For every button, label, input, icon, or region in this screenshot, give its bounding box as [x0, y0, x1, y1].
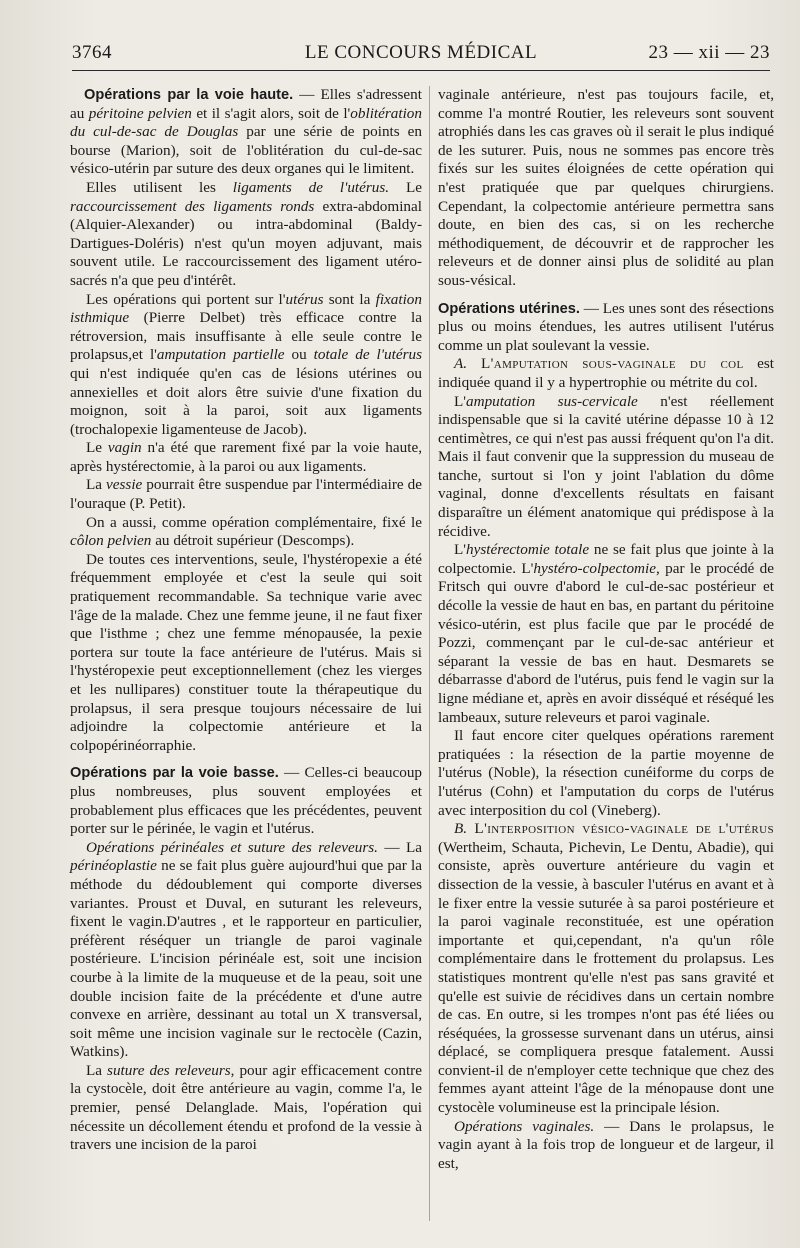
paragraph: vaginale antérieure, n'est pas toujours facile, et, comme l'a montré Routier, les releveurs sont souvent atrophiés dans les cas graves où il serait le plus indiqué de les suturer. Puis, nous ne sommes pas encore très fixés sur les suites éloignées de cette opération qui n'est pratiquée que par quelques chirurgiens. Cependant, la colpectomie antérieure permettra sans doute, en bien des cas, si on les recherche méthodiquement, de découvrir et de rapprocher les releveurs et de donner ainsi plus de solidité au plan sous-vésical. — [438, 86, 774, 289]
paragraph: Les opérations qui portent sur l'utérus sont la fixation isthmique (Pierre Delbet) très efficace contre la rétroversion, mais insuffisante à elle seule contre le prolapsus,et l'amputation partielle ou totale de l'utérus qui n'est indiquée qu'en cas de lésions utérines ou annexielles et doit alors être suivie d'une fixation du moignon, soit à la paroi, soit aux ligaments (trochalopexie ligamenteuse de Jacob). — [70, 290, 422, 438]
paragraph: Il faut encore citer quelques opérations rarement pratiquées : la résection de la partie moyenne de l'utérus (Noble), la résection cunéiforme du corps de l'utérus (Cohn) et l'amputation du corps de l'utérus avec interposition du col (Vineberg). — [438, 727, 774, 819]
page-number: 3764 — [72, 42, 112, 63]
paragraph: Elles utilisent les ligaments de l'utérus. Le raccourcissement des ligaments ronds extra-abdominal (Alquier-Alexander) ou intra-abdominal (Baldy-Dartigues-Doléris) n'est qu'un moyen adjuvant, mais souvent utile. Le raccourcissement des ligament utéro-sacrés n'a que peu d'intérêt. — [70, 178, 422, 289]
paragraph: L'hystérectomie totale ne se fait plus que jointe à la colpectomie. L'hystéro-colpectomie, par le procédé de Fritsch qui ouvre d'abord le cul-de-sac postérieur et décolle la vessie de haut en bas, en partant du péritoine vésico-utérin, est plus facile que par le procédé de Pozzi, commençant par le cul-de-sac antérieur et séparant la vessie de bas en haut. Desmarets se débarrasse d'abord de l'utérus, puis fend le vagin sur la ligne médiane et, après en avoir disséqué et réséqué les lambeaux, suture releveurs et paroi vaginale. — [438, 541, 775, 726]
paragraph: A. L'amputation sous-vaginale du col est indiquée quand il y a hypertrophie ou métrite du col. — [438, 355, 774, 391]
paragraph: De toutes ces interventions, seule, l'hystéropexie a été fréquemment employée et c'est la seule qui soit pratiquement recommandable. Sa technique varie avec l'âge de la malade. Chez une femme jeune, il ne faut fixer que l'isthme ; chez une femme ménopausée, la pexie portera sur toute la face antérieure de l'utérus. Mais si l'hystéropexie peut exceptionnellement (chez les vierges et les nullipares) constituer toute la thérapeutique du prolapsus, il sera presque toujours nécessaire de lui adjoindre la colpectomie antérieure et la colpopérinéorraphie. — [70, 550, 422, 754]
section-heading: Opérations par la voie haute. — [84, 87, 294, 103]
paragraph: On a aussi, comme opération complémentaire, fixé le côlon pelvien au détroit supérieur (Descomps). — [70, 513, 422, 550]
right-column — [438, 86, 774, 1173]
section-heading: Opérations utérines. — [438, 300, 580, 317]
paragraph: Opérations par la voie basse. — Celles-ci beaucoup plus nombreuses, plus souvent employées et probablement plus efficaces que les précédentes, peuvent porter sur le périnée, le vagin et l'utérus. — [70, 764, 423, 838]
paragraph: Opérations périnéales et suture des releveurs. — La périnéoplastie ne se fait plus guère aujourd'hui que par la méthode du dédoublement qui comporte diverses variantes. Proust et Duval, en suturant les releveurs, fixent le vagin.D'autres , et le rapporteur en particulier, préfèrent réséquer un triangle de paroi vaginale postérieure. L'incision périnéale est, soit une incision courbe à la limite de la muqueuse et de la peau, soit une double incision faite de la précédente et d'une autre convexe en arrière, dessinant au total un X transversal, soit même une incision vaginale sur le rectocèle (Cazin, Watkins). — [70, 838, 422, 1061]
paragraph: Le vagin n'a été que rarement fixé par la voie haute, après hystérectomie, à la paroi ou aux ligaments. — [70, 439, 422, 475]
issue-date: 23 — xii — 23 — [648, 42, 770, 63]
paragraph: B. L'interposition vésico-vaginale de l'utérus (Wertheim, Schauta, Pichevin, Le Dentu, Abadie), qui consiste, après ouverture antérieure du vagin et dissection de la vessie, à basculer l'utérus en avant et à le fixer entre la vessie suturée à sa paroi postérieure et la paroi vaginale reconstituée, est une opération importante et qui,cependant, n'a qu'un rôle complémentaire dans le frottement du prolapsus. Les statistiques montrent qu'elle n'est pas sans gravité et qu'elle est suivie de récidives dans un certain nombre de cas. En outre, si les trompes n'ont pas été liées ou réséquées, la grossesse survenant dans un utérus, ainsi déplacé, se compliquera presque fatalement. Aussi convient-il de n'employer cette technique que chez des femmes ayant atteint l'âge de la ménopause dont une cystocèle volumineuse est la principale lésion. — [438, 820, 774, 1117]
column-divider — [429, 86, 430, 1221]
left-column — [70, 86, 422, 1155]
section-heading: Opérations par la voie basse. — [70, 765, 279, 782]
paragraph: La suture des releveurs, pour agir efficacement contre la cystocèle, doit être antérieure au vagin, comme l'a, le premier, pensé Delanglade. Mais, l'opération qui nécessite un décollement étendu et profond de la vessie à travers une incision de la paroi — [70, 1061, 422, 1154]
paragraph: La vessie pourrait être suspendue par l'intermédiaire de l'ouraque (P. Petit). — [70, 476, 422, 513]
paragraph: Opérations utérines. — Les unes sont des résections plus ou moins étendues, les autres utilisent l'utérus comme un plat soulevant la vessie. — [438, 299, 775, 354]
journal-title: LE CONCOURS MÉDICAL — [304, 42, 538, 63]
running-header — [72, 40, 770, 71]
paragraph: Opérations par la voie haute. — Elles s'adressent au péritoine pelvien et il s'agit alors, soit de l'oblitération du cul-de-sac de Douglas par une série de points en bourse (Marion), soit de l'oblitération du cul-de-sac vésico-utérin par suture des deux organes qui le limitent. — [70, 86, 422, 178]
paragraph: L'amputation sus-cervicale n'est réellement indispensable que si la cavité utérine dépasse 10 à 12 centimètres, ce qui n'est pas aussi fréquent qu'on l'a dit. Mais il faut convenir que la suppression du museau de tanche, surtout si l'on y joint l'ablation du dôme vaginal, donne d'excellents résultats en faisant disparaître un élément anatomique qui prédispose à la récidive. — [438, 392, 775, 540]
paragraph: Opérations vaginales. — Dans le prolapsus, le vagin ayant à la fois trop de longueur et de largeur, il est, — [438, 1117, 774, 1172]
